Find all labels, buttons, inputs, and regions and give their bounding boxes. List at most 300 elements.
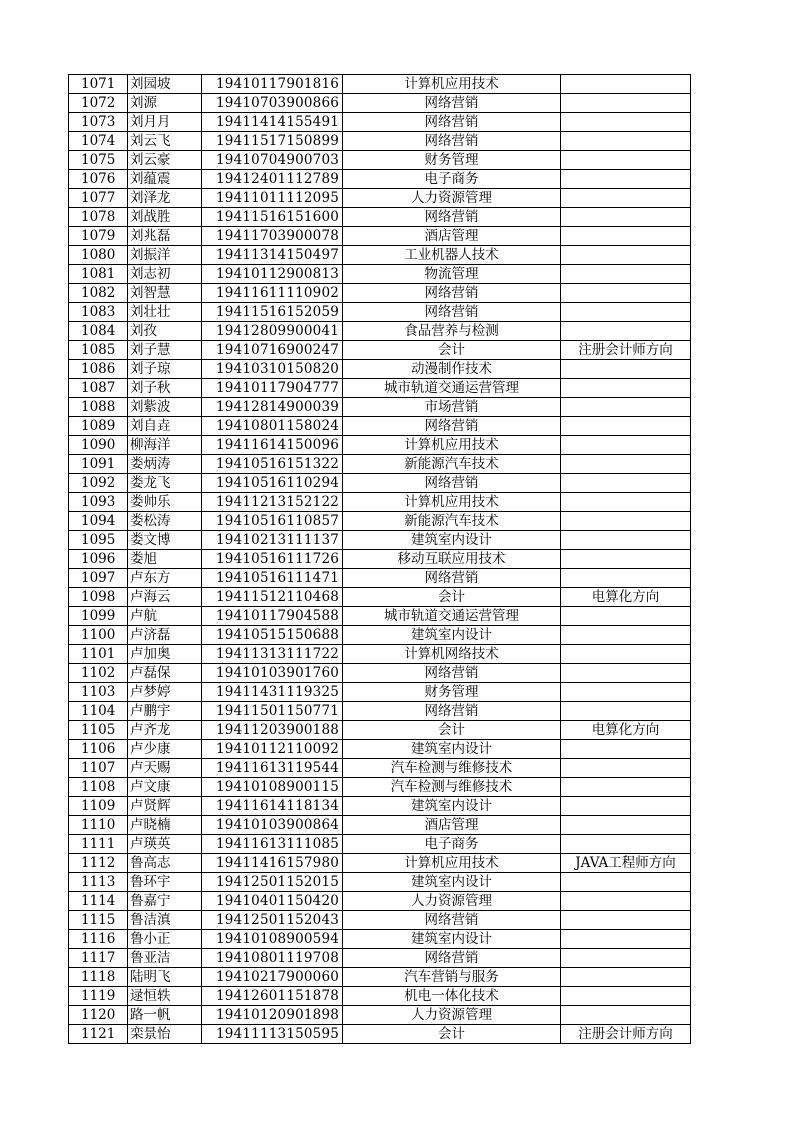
- table-row: [69, 987, 691, 1006]
- row-index-cell: 1114: [69, 892, 128, 911]
- row-index-cell: 1085: [69, 341, 128, 360]
- student-name-cell: 刘自垚: [128, 417, 202, 436]
- student-name-cell: 卢贤辉: [128, 797, 202, 816]
- table-row: [69, 436, 691, 455]
- table-row: [69, 607, 691, 626]
- table-row: [69, 778, 691, 797]
- note-cell: [561, 436, 691, 455]
- student-name-cell: 刘振洋: [128, 246, 202, 265]
- note-cell: [561, 759, 691, 778]
- table-row: [69, 550, 691, 569]
- student-number-cell: 19411613119544: [202, 759, 343, 778]
- note-cell: [561, 246, 691, 265]
- student-number-cell: 19410117901816: [202, 75, 343, 94]
- student-name-cell: 刘智慧: [128, 284, 202, 303]
- row-index-cell: 1104: [69, 702, 128, 721]
- note-cell: [561, 550, 691, 569]
- row-index-cell: 1089: [69, 417, 128, 436]
- table-row: [69, 265, 691, 284]
- row-index-cell: 1081: [69, 265, 128, 284]
- student-number-cell: 19411517150899: [202, 132, 343, 151]
- note-cell: [561, 816, 691, 835]
- student-name-cell: 刘壮壮: [128, 303, 202, 322]
- student-name-cell: 柳海洋: [128, 436, 202, 455]
- student-name-cell: 刘孜: [128, 322, 202, 341]
- row-index-cell: 1074: [69, 132, 128, 151]
- major-cell: 电子商务: [343, 170, 561, 189]
- major-cell: 计算机应用技术: [343, 493, 561, 512]
- student-number-cell: 19410704900703: [202, 151, 343, 170]
- table-row: [69, 683, 691, 702]
- student-number-cell: 19411314150497: [202, 246, 343, 265]
- major-cell: 动漫制作技术: [343, 360, 561, 379]
- row-index-cell: 1080: [69, 246, 128, 265]
- table-row: [69, 721, 691, 740]
- table-row: [69, 208, 691, 227]
- major-cell: 城市轨道交通运营管理: [343, 379, 561, 398]
- major-cell: 会计: [343, 1025, 561, 1044]
- row-index-cell: 1093: [69, 493, 128, 512]
- row-index-cell: 1076: [69, 170, 128, 189]
- student-name-cell: 鲁环宇: [128, 873, 202, 892]
- student-name-cell: 刘志初: [128, 265, 202, 284]
- table-row: [69, 303, 691, 322]
- student-number-cell: 19411416157980: [202, 854, 343, 873]
- major-cell: 财务管理: [343, 151, 561, 170]
- table-row: [69, 417, 691, 436]
- row-index-cell: 1108: [69, 778, 128, 797]
- major-cell: 网络营销: [343, 569, 561, 588]
- student-number-cell: 19411516152059: [202, 303, 343, 322]
- note-cell: 电算化方向: [561, 721, 691, 740]
- row-index-cell: 1075: [69, 151, 128, 170]
- major-cell: 移动互联应用技术: [343, 550, 561, 569]
- note-cell: 电算化方向: [561, 588, 691, 607]
- student-number-cell: 19410516111726: [202, 550, 343, 569]
- student-number-cell: 19410213111137: [202, 531, 343, 550]
- row-index-cell: 1099: [69, 607, 128, 626]
- student-name-cell: 刘战胜: [128, 208, 202, 227]
- student-name-cell: 鲁高志: [128, 854, 202, 873]
- student-number-cell: 19410108900115: [202, 778, 343, 797]
- note-cell: [561, 113, 691, 132]
- student-name-cell: 卢晓楠: [128, 816, 202, 835]
- note-cell: [561, 930, 691, 949]
- student-number-cell: 19410117904777: [202, 379, 343, 398]
- student-name-cell: 卢海云: [128, 588, 202, 607]
- student-name-cell: 刘云飞: [128, 132, 202, 151]
- student-number-cell: 19411516151600: [202, 208, 343, 227]
- row-index-cell: 1116: [69, 930, 128, 949]
- student-name-cell: 刘泽龙: [128, 189, 202, 208]
- row-index-cell: 1084: [69, 322, 128, 341]
- student-name-cell: 鲁洁滇: [128, 911, 202, 930]
- student-number-cell: 19410516111471: [202, 569, 343, 588]
- student-number-cell: 19412501152043: [202, 911, 343, 930]
- student-name-cell: 卢瑛英: [128, 835, 202, 854]
- major-cell: 建筑室内设计: [343, 797, 561, 816]
- student-name-cell: 鲁小正: [128, 930, 202, 949]
- major-cell: 新能源汽车技术: [343, 512, 561, 531]
- row-index-cell: 1119: [69, 987, 128, 1006]
- student-name-cell: 刘园坡: [128, 75, 202, 94]
- row-index-cell: 1115: [69, 911, 128, 930]
- student-name-cell: 刘源: [128, 94, 202, 113]
- table-row: [69, 569, 691, 588]
- student-name-cell: 鲁亚洁: [128, 949, 202, 968]
- row-index-cell: 1118: [69, 968, 128, 987]
- row-index-cell: 1110: [69, 816, 128, 835]
- row-index-cell: 1109: [69, 797, 128, 816]
- student-name-cell: 刘子琼: [128, 360, 202, 379]
- row-index-cell: 1105: [69, 721, 128, 740]
- note-cell: [561, 702, 691, 721]
- major-cell: 网络营销: [343, 284, 561, 303]
- note-cell: [561, 398, 691, 417]
- major-cell: 汽车检测与维修技术: [343, 759, 561, 778]
- note-cell: [561, 132, 691, 151]
- note-cell: [561, 151, 691, 170]
- student-name-cell: 娄龙飞: [128, 474, 202, 493]
- major-cell: 网络营销: [343, 303, 561, 322]
- row-index-cell: 1117: [69, 949, 128, 968]
- table-row: [69, 911, 691, 930]
- student-name-cell: 娄旭: [128, 550, 202, 569]
- row-index-cell: 1113: [69, 873, 128, 892]
- table-row: [69, 398, 691, 417]
- note-cell: [561, 189, 691, 208]
- note-cell: [561, 740, 691, 759]
- note-cell: [561, 873, 691, 892]
- major-cell: 网络营销: [343, 94, 561, 113]
- note-cell: [561, 322, 691, 341]
- major-cell: 网络营销: [343, 911, 561, 930]
- student-number-cell: 19411512110468: [202, 588, 343, 607]
- major-cell: 网络营销: [343, 474, 561, 493]
- note-cell: [561, 968, 691, 987]
- note-cell: [561, 892, 691, 911]
- student-number-cell: 19410516110294: [202, 474, 343, 493]
- table-row: [69, 455, 691, 474]
- student-name-cell: 娄文博: [128, 531, 202, 550]
- student-number-cell: 19411611110902: [202, 284, 343, 303]
- note-cell: [561, 303, 691, 322]
- student-name-cell: 卢济磊: [128, 626, 202, 645]
- note-cell: [561, 835, 691, 854]
- student-name-cell: 陆明飞: [128, 968, 202, 987]
- student-roster-table: [68, 74, 691, 1044]
- student-number-cell: 19410801158024: [202, 417, 343, 436]
- note-cell: 注册会计师方向: [561, 341, 691, 360]
- row-index-cell: 1086: [69, 360, 128, 379]
- table-row: [69, 797, 691, 816]
- row-index-cell: 1087: [69, 379, 128, 398]
- note-cell: [561, 360, 691, 379]
- student-name-cell: 娄炳涛: [128, 455, 202, 474]
- student-name-cell: 卢东方: [128, 569, 202, 588]
- table-row: [69, 189, 691, 208]
- roster-body: [69, 75, 691, 1044]
- row-index-cell: 1096: [69, 550, 128, 569]
- note-cell: [561, 265, 691, 284]
- major-cell: 人力资源管理: [343, 189, 561, 208]
- major-cell: 网络营销: [343, 949, 561, 968]
- major-cell: 人力资源管理: [343, 1006, 561, 1025]
- student-name-cell: 鲁嘉宁: [128, 892, 202, 911]
- student-number-cell: 19410117904588: [202, 607, 343, 626]
- major-cell: 工业机器人技术: [343, 246, 561, 265]
- student-name-cell: 卢鹏宇: [128, 702, 202, 721]
- row-index-cell: 1092: [69, 474, 128, 493]
- major-cell: 网络营销: [343, 113, 561, 132]
- student-name-cell: 刘子秋: [128, 379, 202, 398]
- table-row: [69, 531, 691, 550]
- student-name-cell: 逯恒轶: [128, 987, 202, 1006]
- student-name-cell: 卢齐龙: [128, 721, 202, 740]
- note-cell: [561, 474, 691, 493]
- major-cell: 建筑室内设计: [343, 531, 561, 550]
- major-cell: 新能源汽车技术: [343, 455, 561, 474]
- major-cell: 网络营销: [343, 417, 561, 436]
- row-index-cell: 1078: [69, 208, 128, 227]
- table-row: [69, 854, 691, 873]
- major-cell: 计算机网络技术: [343, 645, 561, 664]
- major-cell: 计算机应用技术: [343, 75, 561, 94]
- student-number-cell: 19412814900039: [202, 398, 343, 417]
- student-name-cell: 卢天赐: [128, 759, 202, 778]
- major-cell: 会计: [343, 588, 561, 607]
- table-row: [69, 493, 691, 512]
- student-name-cell: 娄帅乐: [128, 493, 202, 512]
- student-name-cell: 娄松涛: [128, 512, 202, 531]
- student-name-cell: 卢文康: [128, 778, 202, 797]
- note-cell: [561, 208, 691, 227]
- student-number-cell: 19411431119325: [202, 683, 343, 702]
- row-index-cell: 1082: [69, 284, 128, 303]
- student-number-cell: 19410108900594: [202, 930, 343, 949]
- table-row: [69, 835, 691, 854]
- student-name-cell: 刘云豪: [128, 151, 202, 170]
- table-row: [69, 246, 691, 265]
- student-name-cell: 卢梦婷: [128, 683, 202, 702]
- note-cell: [561, 379, 691, 398]
- note-cell: [561, 455, 691, 474]
- major-cell: 电子商务: [343, 835, 561, 854]
- note-cell: [561, 626, 691, 645]
- student-number-cell: 19410515150688: [202, 626, 343, 645]
- student-number-cell: 19410716900247: [202, 341, 343, 360]
- row-index-cell: 1098: [69, 588, 128, 607]
- note-cell: [561, 683, 691, 702]
- student-number-cell: 19411613111085: [202, 835, 343, 854]
- student-number-cell: 19410801119708: [202, 949, 343, 968]
- note-cell: [561, 987, 691, 1006]
- table-row: [69, 170, 691, 189]
- major-cell: 会计: [343, 721, 561, 740]
- table-row: [69, 341, 691, 360]
- table-row: [69, 132, 691, 151]
- major-cell: 食品营养与检测: [343, 322, 561, 341]
- row-index-cell: 1094: [69, 512, 128, 531]
- note-cell: [561, 607, 691, 626]
- row-index-cell: 1121: [69, 1025, 128, 1044]
- note-cell: [561, 75, 691, 94]
- note-cell: [561, 664, 691, 683]
- table-row: [69, 740, 691, 759]
- student-number-cell: 19411614118134: [202, 797, 343, 816]
- row-index-cell: 1072: [69, 94, 128, 113]
- student-number-cell: 19411213152122: [202, 493, 343, 512]
- row-index-cell: 1091: [69, 455, 128, 474]
- table-row: [69, 645, 691, 664]
- student-number-cell: 19411313111722: [202, 645, 343, 664]
- major-cell: 酒店管理: [343, 227, 561, 246]
- note-cell: [561, 1006, 691, 1025]
- student-name-cell: 卢少康: [128, 740, 202, 759]
- student-name-cell: 刘子慧: [128, 341, 202, 360]
- student-number-cell: 19411011112095: [202, 189, 343, 208]
- row-index-cell: 1079: [69, 227, 128, 246]
- major-cell: 财务管理: [343, 683, 561, 702]
- major-cell: 人力资源管理: [343, 892, 561, 911]
- major-cell: 城市轨道交通运营管理: [343, 607, 561, 626]
- major-cell: 物流管理: [343, 265, 561, 284]
- table-row: [69, 816, 691, 835]
- major-cell: 汽车营销与服务: [343, 968, 561, 987]
- table-row: [69, 949, 691, 968]
- table-row: [69, 759, 691, 778]
- table-row: [69, 113, 691, 132]
- major-cell: 计算机应用技术: [343, 436, 561, 455]
- student-number-cell: 19410516110857: [202, 512, 343, 531]
- student-number-cell: 19411501150771: [202, 702, 343, 721]
- note-cell: [561, 645, 691, 664]
- table-row: [69, 702, 691, 721]
- student-number-cell: 19410103901760: [202, 664, 343, 683]
- row-index-cell: 1100: [69, 626, 128, 645]
- table-row: [69, 588, 691, 607]
- table-row: [69, 930, 691, 949]
- table-row: [69, 1006, 691, 1025]
- table-row: [69, 379, 691, 398]
- row-index-cell: 1071: [69, 75, 128, 94]
- student-name-cell: 刘月月: [128, 113, 202, 132]
- student-number-cell: 19412601151878: [202, 987, 343, 1006]
- student-name-cell: 栾景怡: [128, 1025, 202, 1044]
- note-cell: [561, 797, 691, 816]
- note-cell: [561, 949, 691, 968]
- note-cell: [561, 94, 691, 113]
- student-number-cell: 19411614150096: [202, 436, 343, 455]
- table-row: [69, 1025, 691, 1044]
- table-row: [69, 873, 691, 892]
- table-row: [69, 227, 691, 246]
- table-row: [69, 474, 691, 493]
- note-cell: [561, 531, 691, 550]
- student-number-cell: 19412809900041: [202, 322, 343, 341]
- row-index-cell: 1101: [69, 645, 128, 664]
- note-cell: [561, 512, 691, 531]
- row-index-cell: 1106: [69, 740, 128, 759]
- major-cell: 建筑室内设计: [343, 930, 561, 949]
- major-cell: 酒店管理: [343, 816, 561, 835]
- student-number-cell: 19410703900866: [202, 94, 343, 113]
- note-cell: [561, 284, 691, 303]
- table-row: [69, 284, 691, 303]
- student-number-cell: 19411113150595: [202, 1025, 343, 1044]
- note-cell: JAVA工程师方向: [561, 854, 691, 873]
- row-index-cell: 1090: [69, 436, 128, 455]
- row-index-cell: 1112: [69, 854, 128, 873]
- row-index-cell: 1103: [69, 683, 128, 702]
- student-number-cell: 19410217900060: [202, 968, 343, 987]
- row-index-cell: 1088: [69, 398, 128, 417]
- student-number-cell: 19410120901898: [202, 1006, 343, 1025]
- student-number-cell: 19411414155491: [202, 113, 343, 132]
- student-number-cell: 19410310150820: [202, 360, 343, 379]
- major-cell: 建筑室内设计: [343, 873, 561, 892]
- note-cell: [561, 778, 691, 797]
- note-cell: [561, 170, 691, 189]
- student-number-cell: 19410516151322: [202, 455, 343, 474]
- table-row: [69, 94, 691, 113]
- student-name-cell: 刘兆磊: [128, 227, 202, 246]
- row-index-cell: 1102: [69, 664, 128, 683]
- table-row: [69, 664, 691, 683]
- student-name-cell: 卢加奥: [128, 645, 202, 664]
- student-name-cell: 刘紫波: [128, 398, 202, 417]
- table-row: [69, 892, 691, 911]
- student-number-cell: 19410103900864: [202, 816, 343, 835]
- note-cell: [561, 417, 691, 436]
- row-index-cell: 1097: [69, 569, 128, 588]
- note-cell: 注册会计师方向: [561, 1025, 691, 1044]
- major-cell: 计算机应用技术: [343, 854, 561, 873]
- row-index-cell: 1095: [69, 531, 128, 550]
- row-index-cell: 1083: [69, 303, 128, 322]
- major-cell: 建筑室内设计: [343, 740, 561, 759]
- student-number-cell: 19410112900813: [202, 265, 343, 284]
- major-cell: 机电一体化技术: [343, 987, 561, 1006]
- row-index-cell: 1077: [69, 189, 128, 208]
- table-row: [69, 626, 691, 645]
- note-cell: [561, 227, 691, 246]
- major-cell: 网络营销: [343, 208, 561, 227]
- note-cell: [561, 569, 691, 588]
- major-cell: 汽车检测与维修技术: [343, 778, 561, 797]
- student-name-cell: 卢磊保: [128, 664, 202, 683]
- major-cell: 网络营销: [343, 664, 561, 683]
- student-name-cell: 刘蕴震: [128, 170, 202, 189]
- major-cell: 建筑室内设计: [343, 626, 561, 645]
- table-row: [69, 968, 691, 987]
- note-cell: [561, 911, 691, 930]
- table-row: [69, 360, 691, 379]
- student-number-cell: 19411703900078: [202, 227, 343, 246]
- student-number-cell: 19412501152015: [202, 873, 343, 892]
- major-cell: 会计: [343, 341, 561, 360]
- major-cell: 市场营销: [343, 398, 561, 417]
- table-row: [69, 322, 691, 341]
- table-row: [69, 512, 691, 531]
- student-name-cell: 路一帆: [128, 1006, 202, 1025]
- table-row: [69, 75, 691, 94]
- row-index-cell: 1120: [69, 1006, 128, 1025]
- row-index-cell: 1107: [69, 759, 128, 778]
- major-cell: 网络营销: [343, 702, 561, 721]
- row-index-cell: 1111: [69, 835, 128, 854]
- student-number-cell: 19410112110092: [202, 740, 343, 759]
